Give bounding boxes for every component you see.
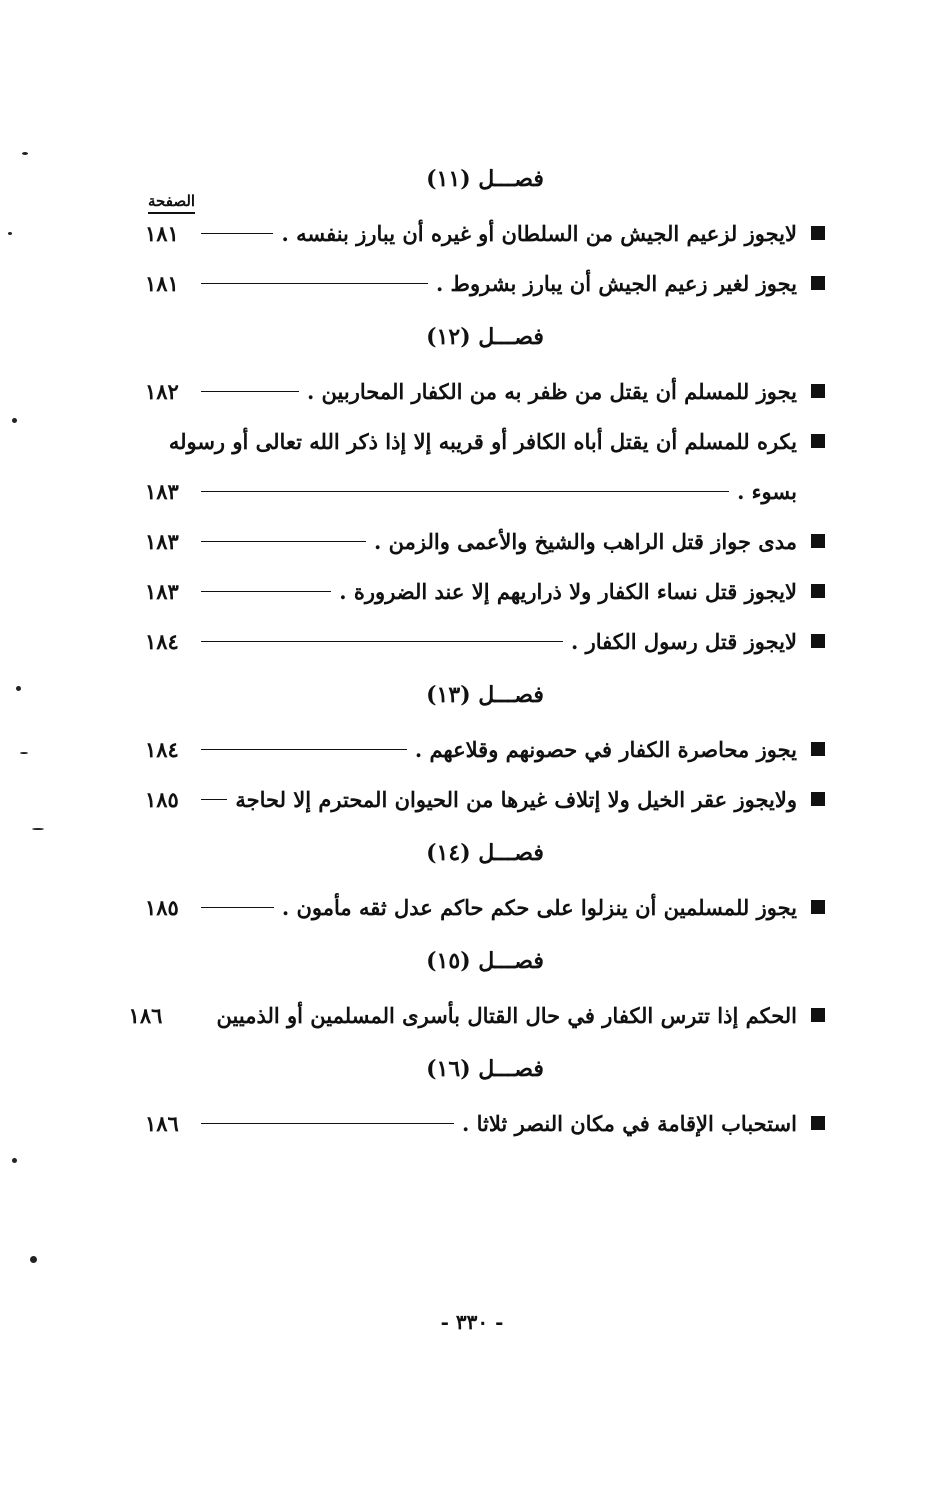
dot-leader	[201, 283, 428, 284]
entry-page-number: ١٨٣	[145, 528, 179, 554]
scan-speck	[22, 152, 28, 155]
entry-text: يكره للمسلم أن يقتل أباه الكافر أو قريبه إلا إذا ذكر الله تعالى أو رسوله	[168, 428, 797, 454]
bullet-square-icon	[811, 1008, 825, 1022]
toc-entry	[145, 774, 825, 824]
entry-page-number: ١٨٥	[145, 786, 179, 812]
entry-text: لايجوز قتل نساء الكفار ولا ذراريهم إلا عند الضرورة .	[339, 578, 797, 604]
toc-entry	[145, 616, 825, 666]
entry-page-number: ١٨٢	[145, 378, 179, 404]
bullet-square-icon	[811, 584, 825, 598]
dot-leader	[201, 641, 563, 642]
entry-page-number: ١٨١	[145, 270, 179, 296]
dot-leader	[201, 391, 299, 392]
entry-text: بسوء .	[737, 478, 797, 504]
toc-entry	[145, 416, 825, 516]
toc-entry	[145, 566, 825, 616]
dot-leader	[201, 491, 729, 492]
scan-speck	[12, 418, 17, 423]
page-column-label: الصفحة	[148, 192, 195, 214]
entry-text: يجوز للمسلم أن يقتل من ظفر به من الكفار المحاربين .	[306, 378, 797, 404]
toc-entry	[145, 882, 825, 932]
dot-leader	[201, 233, 273, 234]
bullet-square-icon	[811, 634, 825, 648]
scan-speck	[16, 686, 21, 691]
dot-leader	[201, 541, 366, 542]
toc-entry	[145, 516, 825, 566]
scan-speck	[20, 752, 28, 754]
bullet-square-icon	[811, 1116, 825, 1130]
dot-leader	[201, 1123, 454, 1124]
bullet-square-icon	[811, 434, 825, 448]
scan-speck	[12, 1158, 17, 1163]
bullet-square-icon	[811, 742, 825, 756]
table-of-contents	[128, 150, 825, 1148]
toc-entry-line	[145, 416, 825, 466]
section-title: فصـــل (١١)	[426, 166, 544, 192]
entry-page-number: ١٨٤	[145, 736, 179, 762]
bullet-square-icon	[811, 534, 825, 548]
entry-text: يجوز محاصرة الكفار في حصونهم وقلاعهم .	[414, 736, 797, 762]
entry-text: يجوز للمسلمين أن ينزلوا على حكم حاكم عدل ثقه مأمون .	[281, 894, 797, 920]
section-title: فصـــل (١٢)	[426, 324, 544, 350]
entry-page-number: ١٨٥	[145, 894, 179, 920]
entry-page-number: ١٨٣	[145, 578, 179, 604]
dot-leader	[201, 907, 274, 908]
scan-speck	[30, 1256, 37, 1263]
entry-text: الحكم إذا تترس الكفار في حال القتال بأسرى المسلمين أو الذميين	[216, 1002, 797, 1028]
entry-page-number: ١٨١	[145, 220, 179, 246]
entry-page-number: ١٨٤	[145, 628, 179, 654]
toc-entry	[145, 366, 825, 416]
bullet-square-icon	[811, 900, 825, 914]
toc-entry	[128, 990, 825, 1040]
dot-leader	[201, 799, 227, 800]
bullet-spacer	[811, 484, 825, 498]
bullet-square-icon	[811, 276, 825, 290]
toc-entry	[145, 724, 825, 774]
toc-entry	[145, 208, 825, 258]
entry-text: يجوز لغير زعيم الجيش أن يبارز بشروط .	[435, 270, 797, 296]
bullet-square-icon	[811, 226, 825, 240]
section-title: فصـــل (١٥)	[426, 948, 544, 974]
entry-text: ولايجوز عقر الخيل ولا إتلاف غيرها من الحيوان المحترم إلا لحاجة	[235, 786, 797, 812]
dot-leader	[201, 749, 407, 750]
bullet-square-icon	[811, 384, 825, 398]
scan-speck	[8, 232, 12, 235]
entry-text: مدى جواز قتل الراهب والشيخ والأعمى والزمن .	[374, 528, 797, 554]
toc-entry-line	[145, 466, 825, 516]
scan-speck	[32, 828, 44, 830]
page-number-footer: - ٣٣٠ -	[440, 1310, 504, 1334]
entry-text: لايجوز لزعيم الجيش من السلطان أو غيره أن يبارز بنفسه .	[281, 220, 797, 246]
entry-page-number: ١٨٦	[128, 1002, 163, 1028]
section-title: فصـــل (١٦)	[426, 1056, 544, 1082]
entry-page-number: ١٨٦	[145, 1110, 179, 1136]
entry-page-number: ١٨٣	[145, 478, 179, 504]
entry-text: استحباب الإقامة في مكان النصر ثلاثا .	[462, 1110, 797, 1136]
entry-text: لايجوز قتل رسول الكفار .	[570, 628, 797, 654]
toc-entry	[145, 258, 825, 308]
bullet-square-icon	[811, 792, 825, 806]
toc-entry	[145, 1098, 825, 1148]
dot-leader	[201, 591, 331, 592]
section-title: فصـــل (١٣)	[426, 682, 544, 708]
section-title: فصـــل (١٤)	[426, 840, 544, 866]
